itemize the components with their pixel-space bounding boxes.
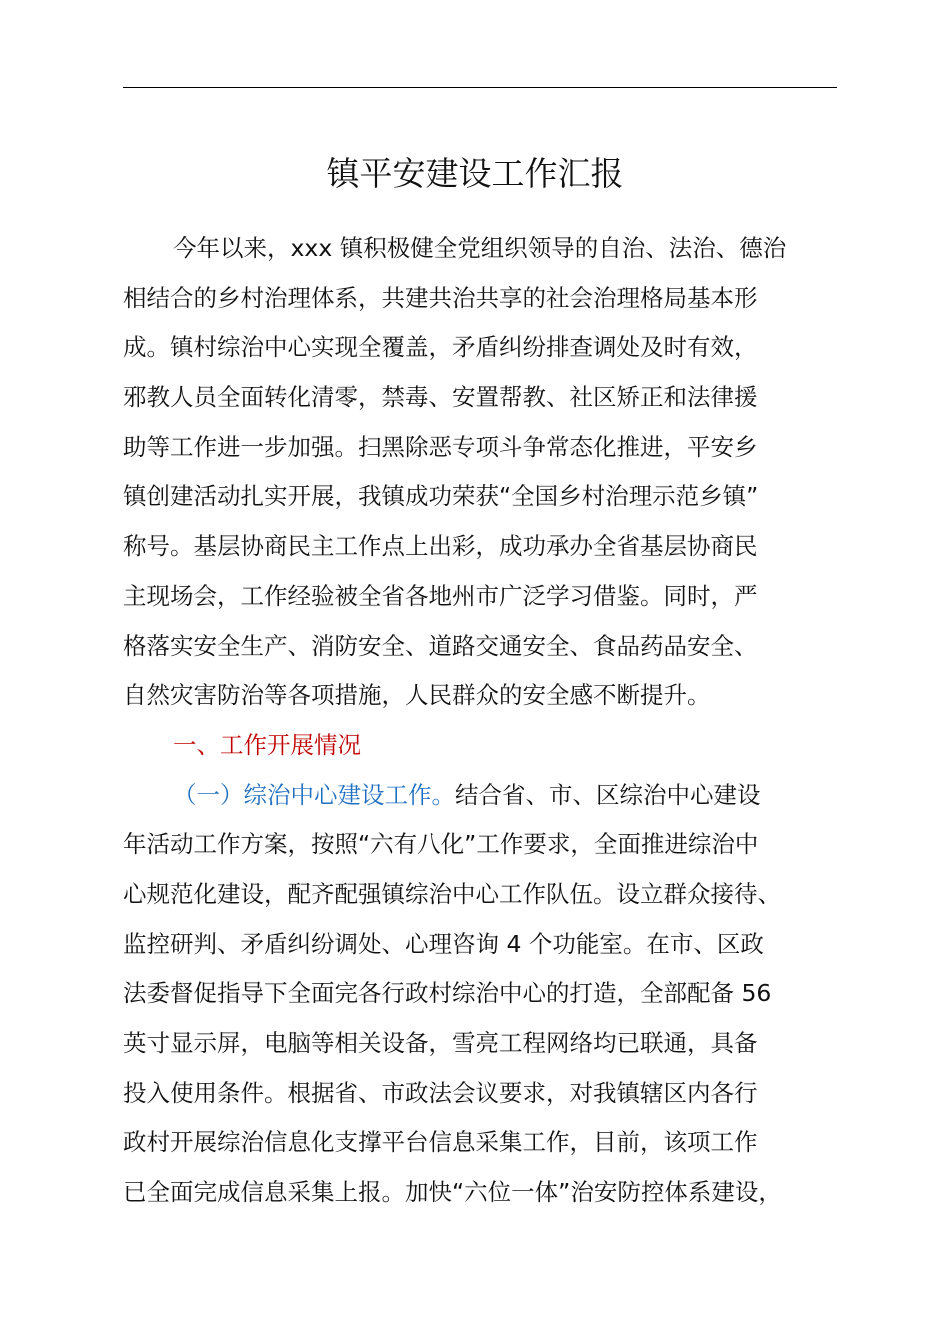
paragraph-line: 监控研判、矛盾纠纷调处、心理咨询 4 个功能室。在市、区政 [123,929,764,958]
paragraph-line: 今年以来，xxx 镇积极健全党组织领导的自治、法治、德治 [173,234,787,262]
subsection-heading: （一）综治中心建设工作。 [173,780,455,809]
paragraph-line: 邪教人员全面转化清零，禁毒、安置帮教、社区矫正和法律援 [123,383,758,412]
paragraph-line-rest: 结合省、市、区综治中心建设 [455,780,761,809]
paragraph-line: 法委督促指导下全面完各行政村综治中心的打造，全部配备 56 [123,979,772,1008]
paragraph-line: 英寸显示屏，电脑等相关设备，雪亮工程网络均已联通，具备 [123,1029,758,1057]
paragraph-line-with-heading [123,771,863,821]
paragraph-line: 主现场会，工作经验被全省各地州市广泛学习借鉴。同时，严 [123,581,758,610]
document-title: 镇平安建设工作汇报 [326,154,624,193]
intro-paragraph [123,224,863,721]
section-heading: 一、工作开展情况 [173,730,361,759]
document-body [123,224,863,1218]
paragraph-line: 已全面完成信息采集上报。加快“六位一体”治安防控体系建设， [123,1178,782,1207]
paragraph-line: 自然灾害防治等各项措施，人民群众的安全感不断提升。 [123,681,711,710]
paragraph-line: 心规范化建设，配齐配强镇综治中心工作队伍。设立群众接待、 [123,879,781,908]
paragraph-line: 年活动工作方案，按照“六有八化”工作要求，全面推进综治中 [123,830,759,859]
paragraph-line: 投入使用条件。根据省、市政法会议要求，对我镇辖区内各行 [123,1078,758,1107]
paragraph-line: 格落实安全生产、消防安全、道路交通安全、食品药品安全、 [123,631,758,660]
paragraph-line: 助等工作进一步加强。扫黑除恶专项斗争常态化推进，平安乡 [123,432,758,461]
header-rule [123,87,837,88]
paragraph-line: 镇创建活动扎实开展，我镇成功荣获“全国乡村治理示范乡镇” [123,482,759,511]
paragraph-line: 相结合的乡村治理体系，共建共治共享的社会治理格局基本形 [123,283,758,312]
subsection-paragraph [123,771,863,1218]
paragraph-line: 成。镇村综治中心实现全覆盖，矛盾纠纷排查调处及时有效， [123,333,758,362]
paragraph-line: 政村开展综治信息化支撑平台信息采集工作，目前，该项工作 [123,1128,758,1157]
paragraph-line: 称号。基层协商民主工作点上出彩，成功承办全省基层协商民 [123,532,758,561]
